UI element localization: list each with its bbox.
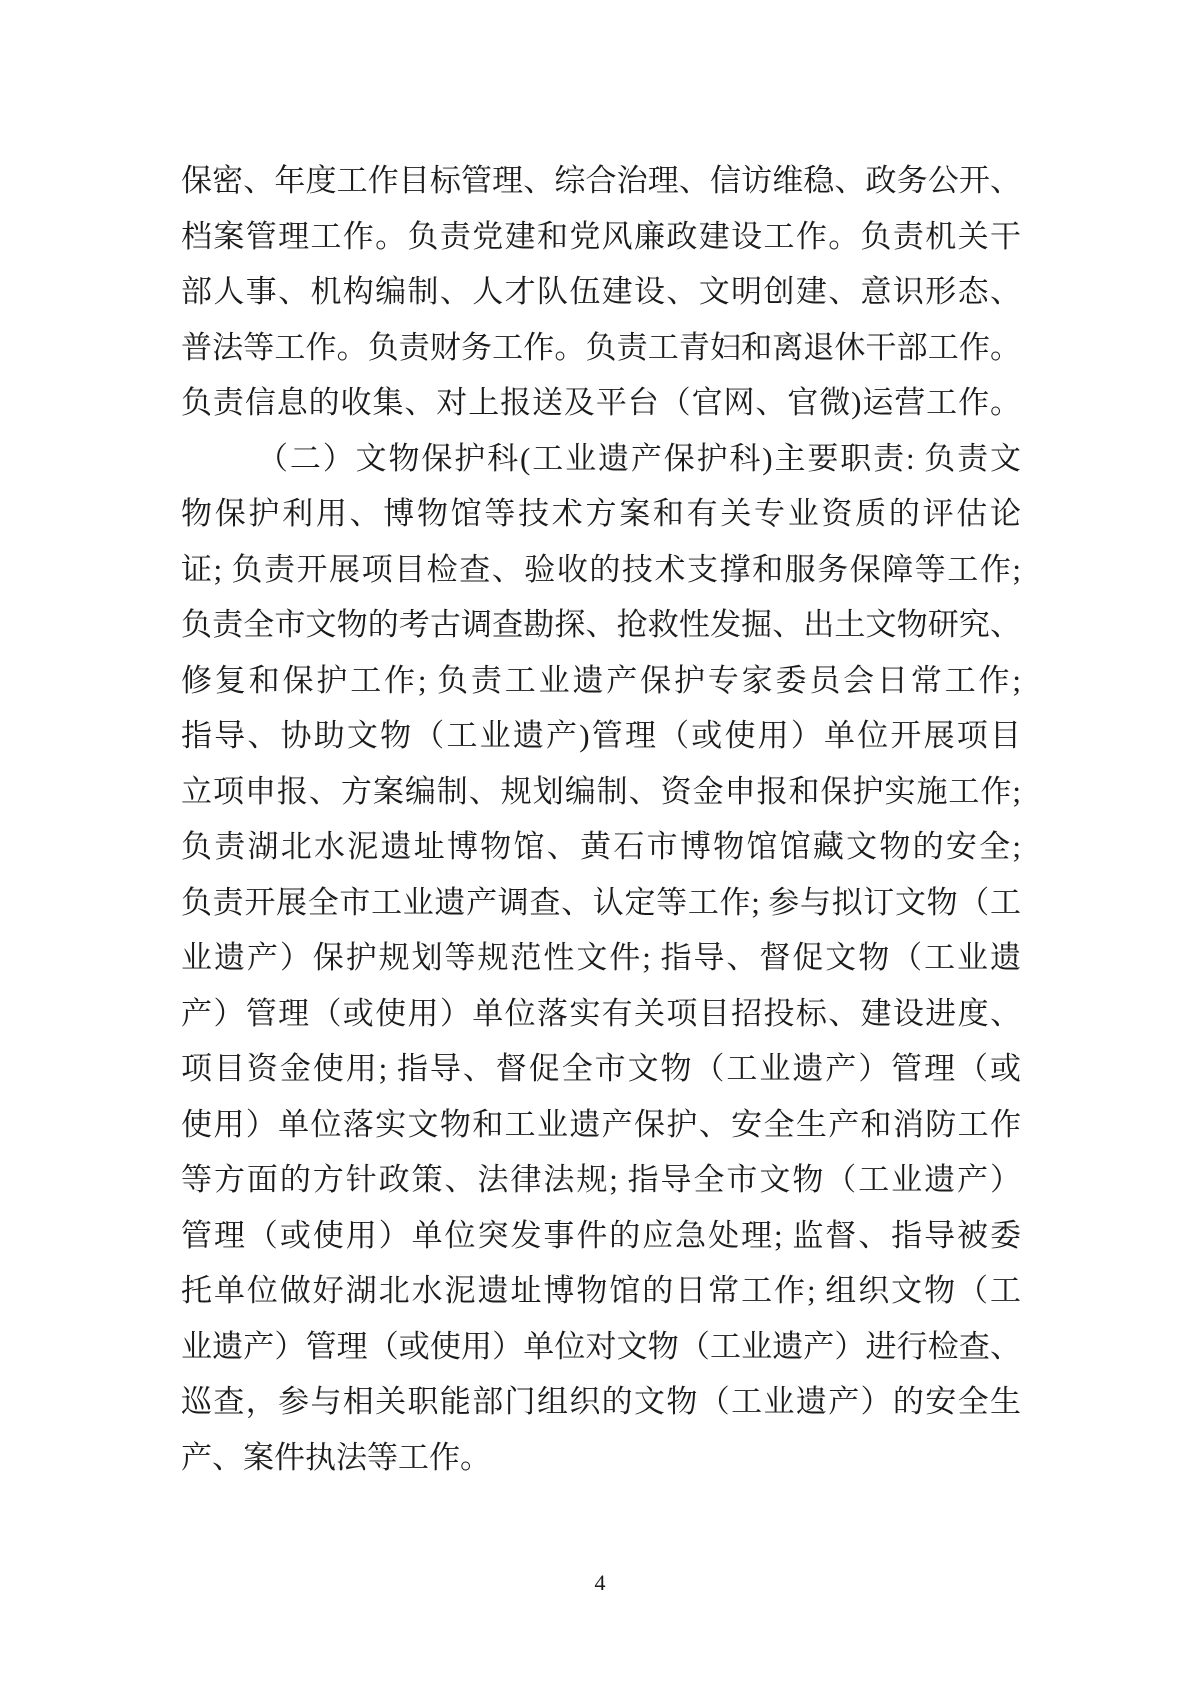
text-line: 立项申报、方案编制、规划编制、资金申报和保护实施工作; [181,773,1021,809]
text-line: 托单位做好湖北水泥遗址博物馆的日常工作; 组织文物（工 [181,1273,1021,1308]
page-number: 4 [594,1570,606,1595]
text-line: 负责信息的收集、对上报送及平台（官网、官微)运营工作。 [181,385,1021,420]
text-line: 使用）单位落实文物和工业遗产保护、安全生产和消防工作 [181,1106,1021,1142]
text-line: 负责开展全市工业遗产调查、认定等工作; 参与拟订文物（工 [181,884,1021,920]
text-line: 巡查，参与相关职能部门组织的文物（工业遗产）的安全生 [181,1384,1021,1419]
text-line: 部人事、机构编制、人才队伍建设、文明创建、意识形态、 [181,274,1021,309]
text-line: 项目资金使用; 指导、督促全市文物（工业遗产）管理（或 [181,1051,1021,1086]
text-line: 业遗产）管理（或使用）单位对文物（工业遗产）进行检查、 [181,1328,1021,1364]
text-line: 指导、协助文物（工业遗产)管理（或使用）单位开展项目 [181,718,1021,753]
text-line: 管理（或使用）单位突发事件的应急处理; 监督、指导被委 [181,1217,1021,1253]
text-line: （二）文物保护科(工业遗产保护科)主要职责: 负责文 [257,440,1021,476]
text-line: 普法等工作。负责财务工作。负责工青妇和离退休干部工作。 [181,329,1021,365]
text-line: 档案管理工作。负责党建和党风廉政建设工作。负责机关干 [181,218,1021,254]
text-line: 修复和保护工作; 负责工业遗产保护专家委员会日常工作; [181,662,1021,698]
text-line: 负责全市文物的考古调查勘探、抢救性发掘、出土文物研究、 [181,607,1021,642]
text-line: 证; 负责开展项目检查、验收的技术支撑和服务保障等工作; [181,551,1021,587]
text-line: 等方面的方针政策、法律法规; 指导全市文物（工业遗产） [181,1162,1021,1197]
document-body [181,153,1021,1485]
text-line: 业遗产）保护规划等规范性文件; 指导、督促文物（工业遗 [181,940,1021,975]
text-line: 物保护利用、博物馆等技术方案和有关专业资质的评估论 [181,496,1021,531]
text-line: 产、案件执法等工作。 [181,1439,491,1475]
text-line: 保密、年度工作目标管理、综合治理、信访维稳、政务公开、 [181,163,1021,198]
text-line: 负责湖北水泥遗址博物馆、黄石市博物馆馆藏文物的安全; [181,829,1021,864]
text-line: 产）管理（或使用）单位落实有关项目招投标、建设进度、 [181,995,1021,1031]
